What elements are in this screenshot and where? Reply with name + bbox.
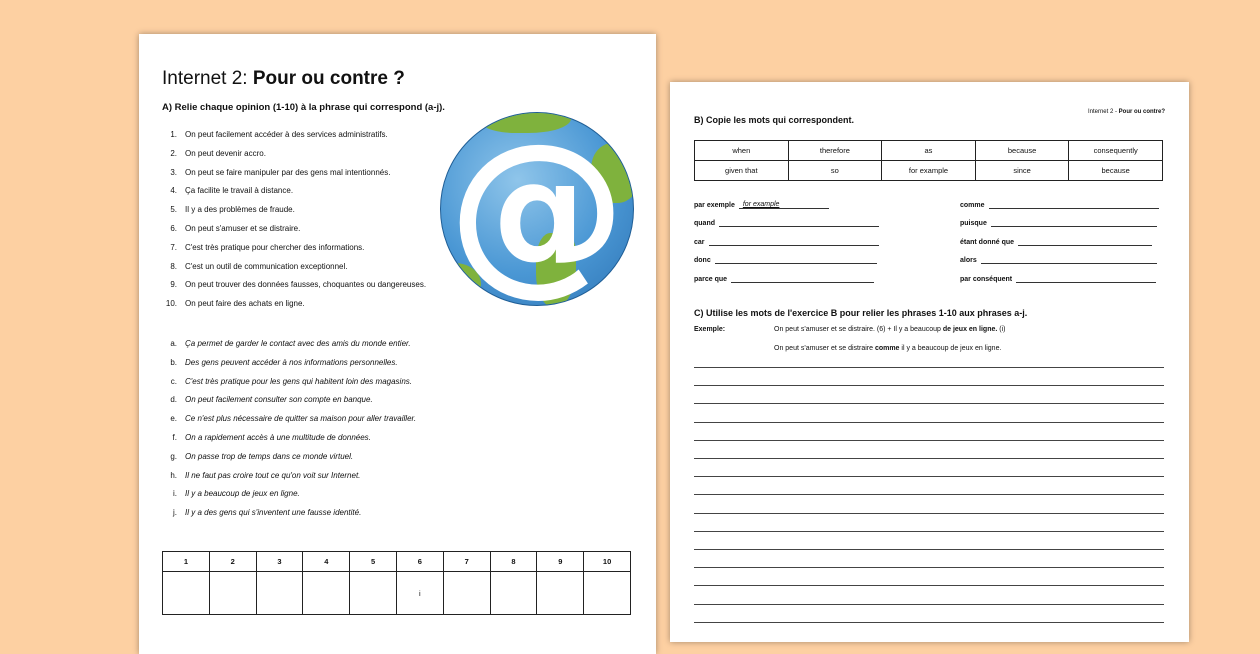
list-item: d. On peut facilement consulter son compte en banque. <box>170 395 373 405</box>
writing-line[interactable] <box>694 367 1164 368</box>
exercise-a-instruction: A) Relie chaque opinion (1-10) à la phrase qui correspond (a-j). <box>162 102 445 113</box>
list-item: 6. On peut s'amuser et se distraire. <box>170 223 301 233</box>
page-header: Internet 2 - Pour ou contre? <box>1087 109 1165 115</box>
writing-line[interactable] <box>694 513 1164 514</box>
example-line-2: On peut s'amuser et se distraire comme il y a beaucoup de jeux en ligne. <box>774 345 1002 352</box>
writing-line[interactable] <box>694 458 1164 459</box>
list-item: 3. On peut se faire manipuler par des gens mal intentionnés. <box>170 167 391 177</box>
list-item: 10. On peut faire des achats en ligne. <box>165 299 305 309</box>
list-item: e. Ce n'est plus nécessaire de quitter sa maison pour aller travailler. <box>170 414 417 424</box>
page-title: Internet 2: Pour ou contre ? <box>162 68 405 89</box>
exercise-c-instruction: C) Utilise les mots de l'exercice B pour relier les phrases 1-10 aux phrases a-j. <box>694 308 1028 318</box>
exercise-b-instruction: B) Copie les mots qui correspondent. <box>694 115 855 125</box>
worksheet-page-1 <box>139 34 656 654</box>
writing-line[interactable] <box>694 549 1164 550</box>
list-item: 2. On peut devenir accro. <box>170 148 266 158</box>
list-item: b. Des gens peuvent accéder à nos informations personnelles. <box>170 357 398 367</box>
answer-cell[interactable] <box>350 572 397 615</box>
answer-cell[interactable] <box>443 572 490 615</box>
writing-line[interactable] <box>694 440 1164 441</box>
match-par-consequent: par conséquent <box>960 274 1156 283</box>
at-symbol: @ <box>448 112 626 306</box>
writing-line[interactable] <box>694 422 1164 423</box>
word-bank-table: when therefore as because consequently given that so for example since because <box>694 140 1163 181</box>
example-line-1: On peut s'amuser et se distraire. (6) + Il y a beaucoup de jeux en ligne. (i) <box>774 326 1006 333</box>
phrases-list <box>159 339 416 527</box>
answer-cell[interactable] <box>303 572 350 615</box>
writing-line[interactable] <box>694 494 1164 495</box>
globe-at-icon <box>440 112 634 306</box>
answer-cell[interactable] <box>537 572 584 615</box>
list-item: i. Il y a beaucoup de jeux en ligne. <box>173 489 300 499</box>
match-comme: comme <box>960 200 1159 209</box>
match-puisque: puisque <box>960 218 1157 227</box>
match-alors: alors <box>960 255 1157 264</box>
match-quand: quand <box>694 218 879 227</box>
worksheet-page-2 <box>670 82 1189 642</box>
list-item: f. On a rapidement accès à une multitude de données. <box>172 432 371 442</box>
list-item: g. On passe trop de temps dans ce monde virtuel. <box>170 451 354 461</box>
example-label: Exemple: <box>694 326 726 333</box>
list-item: 9. On peut trouver des données fausses, choquantes ou dangereuses. <box>170 280 427 290</box>
writing-line[interactable] <box>694 567 1164 568</box>
answer-cell[interactable] <box>209 572 256 615</box>
match-etant-donne-que: étant donné que <box>960 237 1152 246</box>
match-car: car <box>694 237 879 246</box>
opinions-list <box>159 130 426 318</box>
list-item: h. Il ne faut pas croire tout ce qu'on voit sur Internet. <box>170 470 361 480</box>
writing-line[interactable] <box>694 622 1164 623</box>
answer-cell[interactable] <box>163 572 210 615</box>
list-item: 4. Ça facilite le travail à distance. <box>170 186 294 196</box>
list-item: 7. C'est très pratique pour chercher des informations. <box>170 242 365 252</box>
match-parce-que: parce que <box>694 274 874 283</box>
list-item: 1. On peut facilement accéder à des services administratifs. <box>170 130 388 139</box>
list-item: j. Il y a des gens qui s'inventent une fausse identité. <box>173 508 362 518</box>
answer-cell[interactable] <box>256 572 303 615</box>
writing-line[interactable] <box>694 403 1164 404</box>
writing-line[interactable] <box>694 585 1164 586</box>
match-par-exemple: par exemple for example <box>694 200 829 209</box>
list-item: 8. C'est un outil de communication exceptionnel. <box>170 261 348 271</box>
list-item: 5. Il y a des problèmes de fraude. <box>170 205 295 215</box>
writing-line[interactable] <box>694 531 1164 532</box>
answer-cell[interactable]: i <box>396 572 443 615</box>
answer-cell[interactable] <box>490 572 537 615</box>
writing-line[interactable] <box>694 604 1164 605</box>
writing-line[interactable] <box>694 476 1164 477</box>
list-item: c. C'est très pratique pour les gens qui habitent loin des magasins. <box>170 376 412 386</box>
list-item: a. Ça permet de garder le contact avec des amis du monde entier. <box>170 339 411 348</box>
writing-line[interactable] <box>694 385 1164 386</box>
match-donc: donc <box>694 255 877 264</box>
answer-grid: 1 2 3 4 5 6 7 8 9 10 i <box>162 551 631 615</box>
answer-cell[interactable] <box>584 572 631 615</box>
